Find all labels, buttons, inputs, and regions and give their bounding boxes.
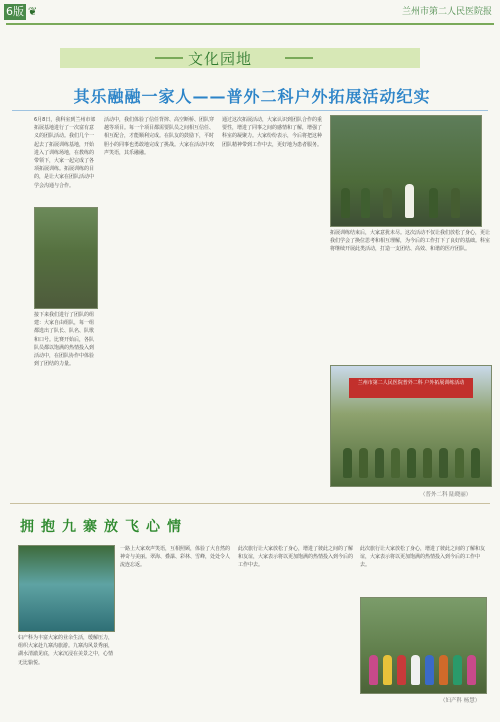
leaf-ornament: ❦ xyxy=(28,5,38,18)
section-dash-left xyxy=(155,57,183,59)
article2-col2: 一路上大家欢声笑语，互相照顾，体验了大自然的神奇与美丽。翠海、叠瀑、彩林、雪峰，处处令人流连忘返。 xyxy=(120,546,230,569)
section-title: 文化园地 xyxy=(188,50,253,68)
article-separator xyxy=(10,503,490,504)
article2-col1: 妇产科为丰富大家的业余生活，缓解压力，组织大家赴九寨沟旅游。九寨沟风景秀丽，湖水清澈见底，大家沉浸在美景之中，心情无比愉悦。 xyxy=(18,635,113,666)
article2-byline: （妇产科 杨慧） xyxy=(440,698,481,704)
section-dash-right xyxy=(285,57,313,59)
photo-group-activity xyxy=(330,115,482,227)
photo-students-at-camp xyxy=(34,207,98,309)
article-headline: 其乐融融一家人——普外二科户外拓展活动纪实 xyxy=(73,87,431,106)
article2-col4: 此次旅行让大家放松了身心，增进了彼此之间的了解和友谊，大家表示将以更加饱满的热情投入到今后的工作中去。 xyxy=(360,546,485,569)
article1-col1-continued: 接下来我们进行了团队的组建：大家自由组队，每一组都选出了队长、队名、队歌和口号。比赛开始后，各队队员都以饱满的热情投入到活动中，在团队协作中体验到了团结的力量。 xyxy=(34,312,95,368)
article1-col4: 拓展训练结束后，大家意犹未尽。这次活动不仅让我们放松了身心，更让我们学会了换位思考和相互理解，为今后的工作打下了良好的基础。科室将继续开展此类活动，打造一支团结、高效、和谐的医疗团队。 xyxy=(330,230,490,253)
article1-byline: （普外二科 陆晓丽） xyxy=(420,492,472,498)
article1-col3: 通过这次拓展活动，大家认识到团队合作的重要性，增进了同事之间的感情和了解，增强了科室的凝聚力。大家纷纷表示，今后将把这种团队精神带到工作中去，更好地为患者服务。 xyxy=(222,117,322,148)
headline-rule xyxy=(12,110,488,111)
publication-title: 兰州市第二人民医院报 xyxy=(401,7,492,17)
red-banner: 兰州市第二人民医院普外二科 户外拓展训练活动 xyxy=(349,378,473,398)
header-rule xyxy=(6,23,494,25)
photo-group-travel xyxy=(360,597,487,694)
page-number: 6版 xyxy=(6,5,24,18)
article2-headline: 拥抱九寨放飞心情 xyxy=(20,519,188,535)
article2-col3: 此次旅行让大家放松了身心，增进了彼此之间的了解和友谊，大家表示将以更加饱满的热情投入到今后的工作中去。 xyxy=(238,546,353,569)
photo-team-with-banner xyxy=(330,365,492,487)
photo-jiuzhaigou-lake xyxy=(18,545,115,632)
article1-col1: 6月8日，我科室到兰州市郊拓展基地进行了一次富有意义的团队活动。我们几个一起去了拓展训练基地，开始进入了训练场地，在教练的带领下，大家一起完成了各项拓展训练。拓展训练的目的，是让大家在团队活动中学会沟通与合作。 xyxy=(34,117,96,189)
article1-col2: 活动中，我们体验了信任背摔、高空断桥、团队穿越等项目。每一个项目都需要队员之间相互信任、相互配合，才能顺利完成。在队友的鼓励下，平时胆小的同事也勇敢地完成了挑战。大家在活动中欢声笑语，其乐融融。 xyxy=(104,117,214,156)
